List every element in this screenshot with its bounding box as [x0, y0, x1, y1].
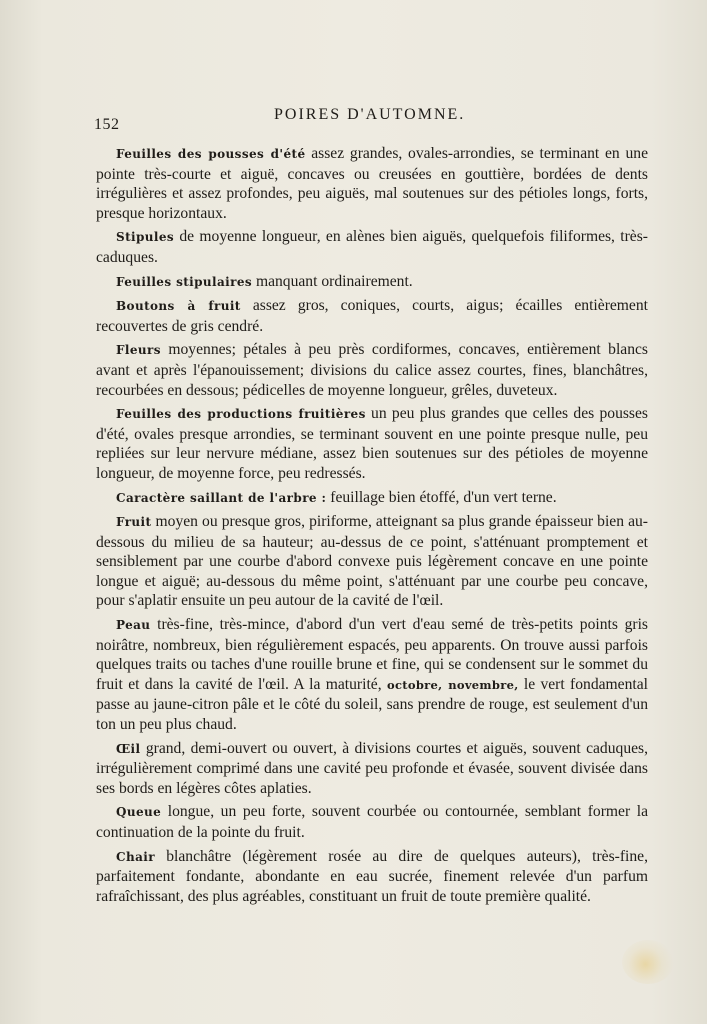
paragraph-text: feuillage bien étoffé, d'un vert terne. — [326, 488, 557, 506]
term-label: Fruit — [116, 515, 152, 530]
paragraph-text: assez gros, coniques, courts, aigus; écailles entièrement recouvertes de gris cendré. — [96, 297, 648, 335]
term-label: Chair — [116, 849, 155, 864]
paragraph-text: un peu plus grandes que celles des pousses d'été, ovales presque arrondies, se terminant souvent en une pointe presque nulle, peu repliées sur leur nervure médiane, assez bien soutenues sur des pétioles de moyenne longueur, de moyenne force, peu redressés. — [96, 405, 648, 482]
paragraph-text: moyen ou presque gros, piriforme, atteignant sa plus grande épaisseur bien au-dessous du milieu de sa hauteur; au-dessus de ce point, s'atténuant promptement et sensiblement par une courbe d'abord convexe puis légèrement concave en une pointe longue et aiguë; au-dessous du même point, s'atténuant par une courbe peu concave, pour s'aplatir ensuite un peu autour de la cavité de l'œil. — [96, 513, 648, 610]
term-label: Fleurs — [116, 343, 161, 358]
paragraph-flowers — [96, 340, 648, 400]
paragraph-flesh — [96, 847, 648, 907]
paragraph-text: moyennes; pétales à peu près cordiformes, concaves, entièrement blancs avant et après l'épanouissement; divisions du calice assez courtes, fines, blanchâtres, recourbées en dessous; pédicelles de moyenne longueur, grêles, duveteux. — [96, 341, 648, 399]
paper-stain — [622, 940, 674, 984]
paragraph-text: manquant ordinairement. — [252, 272, 413, 290]
term-label: Stipules — [116, 230, 175, 245]
paragraph-text: blanchâtre (légèrement rosée au dire de quelques auteurs), très-fine, parfaitement fondante, abondante en eau sucrée, finement relevée d'un parfum rafraîchissant, des plus agréables, constituant un fruit de toute première qualité. — [96, 847, 648, 905]
term-label: Peau — [116, 618, 151, 633]
paragraph-stipules — [96, 227, 648, 267]
paragraph-tree-character — [96, 488, 648, 509]
paragraph-stalk — [96, 802, 648, 842]
term-label: Œil — [116, 741, 141, 756]
term-label: Feuilles stipulaires — [116, 274, 253, 289]
paragraph-fruit — [96, 512, 648, 611]
page-header — [94, 104, 637, 134]
paragraph-eye — [96, 739, 648, 799]
paragraph-text: de moyenne longueur, en alènes bien aiguës, quelquefois filiformes, très-caduques. — [96, 228, 648, 266]
paragraph-text: grand, demi-ouvert ou ouvert, à divisions courtes et aiguës, souvent caduques, irrégulièrement comprimé dans une cavité peu profonde et évasée, souvent divisée dans ses bords en légères côtes aplaties. — [96, 739, 648, 797]
page-body — [96, 144, 648, 906]
paragraph-skin — [96, 615, 648, 735]
page-number: 152 — [94, 116, 120, 133]
maturity-months: octobre, novembre, — [386, 677, 519, 692]
paragraph-stipular-leaves — [96, 272, 648, 293]
term-label: Feuilles des productions fruitières — [116, 407, 366, 422]
term-label: Feuilles des pousses d'été — [116, 147, 306, 161]
paragraph-fruiting-leaves — [96, 404, 648, 483]
paragraph-fruit-buds — [96, 296, 648, 336]
term-label: Queue — [116, 805, 162, 820]
paragraph-text: très-fine, très-mince, d'abord d'un vert d'eau semé de très-petits points gris noirâtre, nombreux, bien régulièrement espacés, peu apparents. On trouve aussi parfois quelques traits ou taches d'une rouille brune et fine, qui se condensent sur le sommet du fruit et dans la cavité de l'œil. A la maturité, — [96, 616, 648, 693]
running-title: POIRES D'AUTOMNE. — [274, 106, 466, 123]
term-label: Caractère saillant de l'arbre : — [116, 490, 327, 505]
paragraph-summer-leaves — [96, 144, 648, 223]
term-label: Boutons à fruit — [116, 299, 241, 314]
paragraph-text-continued: le vert fondamental passe au jaune-citron pâle et le côté du soleil, sans prendre de rouge, est seulement d'un ton un peu plus chaud. — [96, 675, 648, 734]
paragraph-text: longue, un peu forte, souvent courbée ou contournée, semblant former la continuation de la pointe du fruit. — [96, 803, 648, 841]
paragraph-text: assez grandes, ovales-arrondies, se terminant en une pointe très-courte et aiguë, concaves ou creusées en gouttière, bordées de dents irrégulières et assez profondes, peu aiguës, mal soutenues sur des pétioles longs, forts, presque horizontaux. — [96, 145, 648, 222]
